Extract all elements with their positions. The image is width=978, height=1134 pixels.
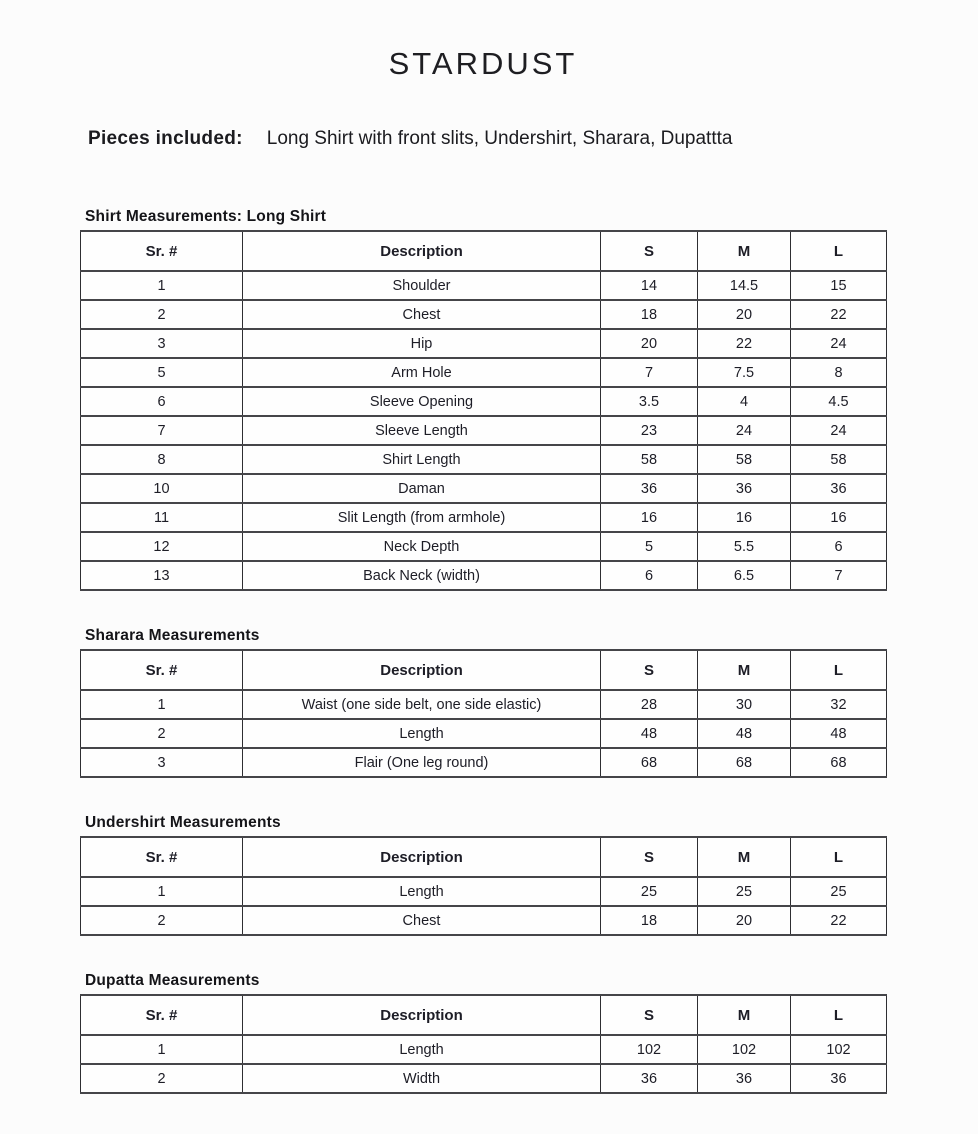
table-cell: 6.5 xyxy=(698,561,791,590)
table-row xyxy=(81,387,887,416)
table-cell: 6 xyxy=(791,532,887,561)
table-header-row xyxy=(81,650,887,690)
table-cell: 68 xyxy=(698,748,791,777)
table-cell: Chest xyxy=(243,300,601,329)
table-cell: 36 xyxy=(601,474,698,503)
table-cell: Chest xyxy=(243,906,601,935)
column-header: Description xyxy=(243,837,601,877)
table-cell: 7 xyxy=(791,561,887,590)
dupatta-measurements-table xyxy=(80,994,887,1094)
table-cell: 3.5 xyxy=(601,387,698,416)
column-header: L xyxy=(791,995,887,1035)
table-cell: 11 xyxy=(81,503,243,532)
table-cell: 20 xyxy=(698,906,791,935)
table-header-row xyxy=(81,995,887,1035)
table-cell: Arm Hole xyxy=(243,358,601,387)
table-cell: 20 xyxy=(698,300,791,329)
table-cell: 8 xyxy=(81,445,243,474)
table-cell: 2 xyxy=(81,719,243,748)
column-header: L xyxy=(791,837,887,877)
column-header: L xyxy=(791,231,887,271)
table-cell: 14 xyxy=(601,271,698,300)
table-cell: Length xyxy=(243,1035,601,1064)
section-sharara-measurements xyxy=(80,627,886,778)
table-row xyxy=(81,906,887,935)
table-cell: 18 xyxy=(601,300,698,329)
pieces-included-value: Long Shirt with front slits, Undershirt, Sharara, Dupattta xyxy=(266,128,733,149)
pieces-included-line xyxy=(88,128,886,150)
table-cell: 58 xyxy=(791,445,887,474)
table-cell: 36 xyxy=(601,1064,698,1093)
table-row xyxy=(81,532,887,561)
column-header: Description xyxy=(243,231,601,271)
table-cell: 22 xyxy=(791,300,887,329)
table-row xyxy=(81,1035,887,1064)
table-cell: 28 xyxy=(601,690,698,719)
table-cell: 25 xyxy=(601,877,698,906)
table-cell: Length xyxy=(243,719,601,748)
column-header: M xyxy=(698,837,791,877)
table-cell: 20 xyxy=(601,329,698,358)
table-cell: Back Neck (width) xyxy=(243,561,601,590)
column-header: M xyxy=(698,650,791,690)
table-row xyxy=(81,748,887,777)
pieces-included-label: Pieces included: xyxy=(88,128,243,149)
table-cell: 48 xyxy=(698,719,791,748)
table-cell: 68 xyxy=(791,748,887,777)
table-cell: 13 xyxy=(81,561,243,590)
table-cell: 12 xyxy=(81,532,243,561)
table-cell: 8 xyxy=(791,358,887,387)
section-heading: Sharara Measurements xyxy=(85,627,260,644)
table-row xyxy=(81,1064,887,1093)
table-cell: 4 xyxy=(698,387,791,416)
table-cell: 1 xyxy=(81,877,243,906)
table-cell: 18 xyxy=(601,906,698,935)
table-row xyxy=(81,503,887,532)
table-cell: 5 xyxy=(601,532,698,561)
table-cell: 102 xyxy=(698,1035,791,1064)
table-row xyxy=(81,271,887,300)
table-cell: 5 xyxy=(81,358,243,387)
section-heading: Dupatta Measurements xyxy=(85,972,260,989)
table-row xyxy=(81,416,887,445)
section-heading: Shirt Measurements: Long Shirt xyxy=(85,208,327,225)
table-cell: 10 xyxy=(81,474,243,503)
table-cell: 7 xyxy=(81,416,243,445)
table-cell: 16 xyxy=(698,503,791,532)
table-cell: Waist (one side belt, one side elastic) xyxy=(243,690,601,719)
column-header: S xyxy=(601,995,698,1035)
table-cell: Width xyxy=(243,1064,601,1093)
table-row xyxy=(81,690,887,719)
table-row xyxy=(81,300,887,329)
table-cell: Length xyxy=(243,877,601,906)
section-heading: Undershirt Measurements xyxy=(85,814,281,831)
table-cell: Slit Length (from armhole) xyxy=(243,503,601,532)
table-row xyxy=(81,329,887,358)
table-row xyxy=(81,358,887,387)
section-dupatta-measurements xyxy=(80,972,886,1094)
undershirt-measurements-table xyxy=(80,836,887,936)
table-cell: 22 xyxy=(698,329,791,358)
table-cell: 23 xyxy=(601,416,698,445)
table-cell: 102 xyxy=(791,1035,887,1064)
table-row xyxy=(81,474,887,503)
table-cell: 30 xyxy=(698,690,791,719)
table-cell: Shoulder xyxy=(243,271,601,300)
table-cell: 48 xyxy=(601,719,698,748)
table-cell: 48 xyxy=(791,719,887,748)
table-cell: Sleeve Opening xyxy=(243,387,601,416)
column-header: M xyxy=(698,231,791,271)
table-cell: 2 xyxy=(81,906,243,935)
column-header: L xyxy=(791,650,887,690)
table-cell: 1 xyxy=(81,271,243,300)
page-title: STARDUST xyxy=(388,46,578,81)
table-cell: 24 xyxy=(791,416,887,445)
column-header: S xyxy=(601,650,698,690)
section-undershirt-measurements xyxy=(80,814,886,936)
column-header: S xyxy=(601,837,698,877)
table-cell: 16 xyxy=(791,503,887,532)
section-shirt-measurements xyxy=(80,208,886,591)
table-cell: Flair (One leg round) xyxy=(243,748,601,777)
table-cell: 5.5 xyxy=(698,532,791,561)
sharara-measurements-table xyxy=(80,649,887,778)
table-cell: 36 xyxy=(791,1064,887,1093)
column-header: Sr. # xyxy=(81,837,243,877)
table-cell: 68 xyxy=(601,748,698,777)
table-cell: 24 xyxy=(698,416,791,445)
column-header: Sr. # xyxy=(81,650,243,690)
column-header: S xyxy=(601,231,698,271)
table-cell: 4.5 xyxy=(791,387,887,416)
table-cell: 36 xyxy=(698,474,791,503)
table-cell: 6 xyxy=(601,561,698,590)
table-row xyxy=(81,445,887,474)
table-cell: 16 xyxy=(601,503,698,532)
table-row xyxy=(81,877,887,906)
table-cell: 7 xyxy=(601,358,698,387)
column-header: Sr. # xyxy=(81,231,243,271)
table-cell: Daman xyxy=(243,474,601,503)
table-cell: 24 xyxy=(791,329,887,358)
table-cell: 2 xyxy=(81,1064,243,1093)
table-cell: Hip xyxy=(243,329,601,358)
table-cell: 102 xyxy=(601,1035,698,1064)
table-cell: 2 xyxy=(81,300,243,329)
table-cell: Shirt Length xyxy=(243,445,601,474)
column-header: Sr. # xyxy=(81,995,243,1035)
table-cell: 7.5 xyxy=(698,358,791,387)
column-header: M xyxy=(698,995,791,1035)
table-cell: 32 xyxy=(791,690,887,719)
table-cell: 3 xyxy=(81,748,243,777)
table-header-row xyxy=(81,231,887,271)
table-cell: 1 xyxy=(81,1035,243,1064)
table-cell: 58 xyxy=(698,445,791,474)
column-header: Description xyxy=(243,650,601,690)
column-header: Description xyxy=(243,995,601,1035)
table-cell: 36 xyxy=(791,474,887,503)
table-cell: 36 xyxy=(698,1064,791,1093)
table-row xyxy=(81,719,887,748)
table-cell: 6 xyxy=(81,387,243,416)
table-cell: 25 xyxy=(698,877,791,906)
table-cell: 25 xyxy=(791,877,887,906)
table-header-row xyxy=(81,837,887,877)
table-cell: 14.5 xyxy=(698,271,791,300)
table-cell: Neck Depth xyxy=(243,532,601,561)
shirt-measurements-table xyxy=(80,230,887,591)
table-cell: 58 xyxy=(601,445,698,474)
table-cell: 1 xyxy=(81,690,243,719)
table-cell: 3 xyxy=(81,329,243,358)
table-row xyxy=(81,561,887,590)
table-cell: 22 xyxy=(791,906,887,935)
table-cell: Sleeve Length xyxy=(243,416,601,445)
table-cell: 15 xyxy=(791,271,887,300)
